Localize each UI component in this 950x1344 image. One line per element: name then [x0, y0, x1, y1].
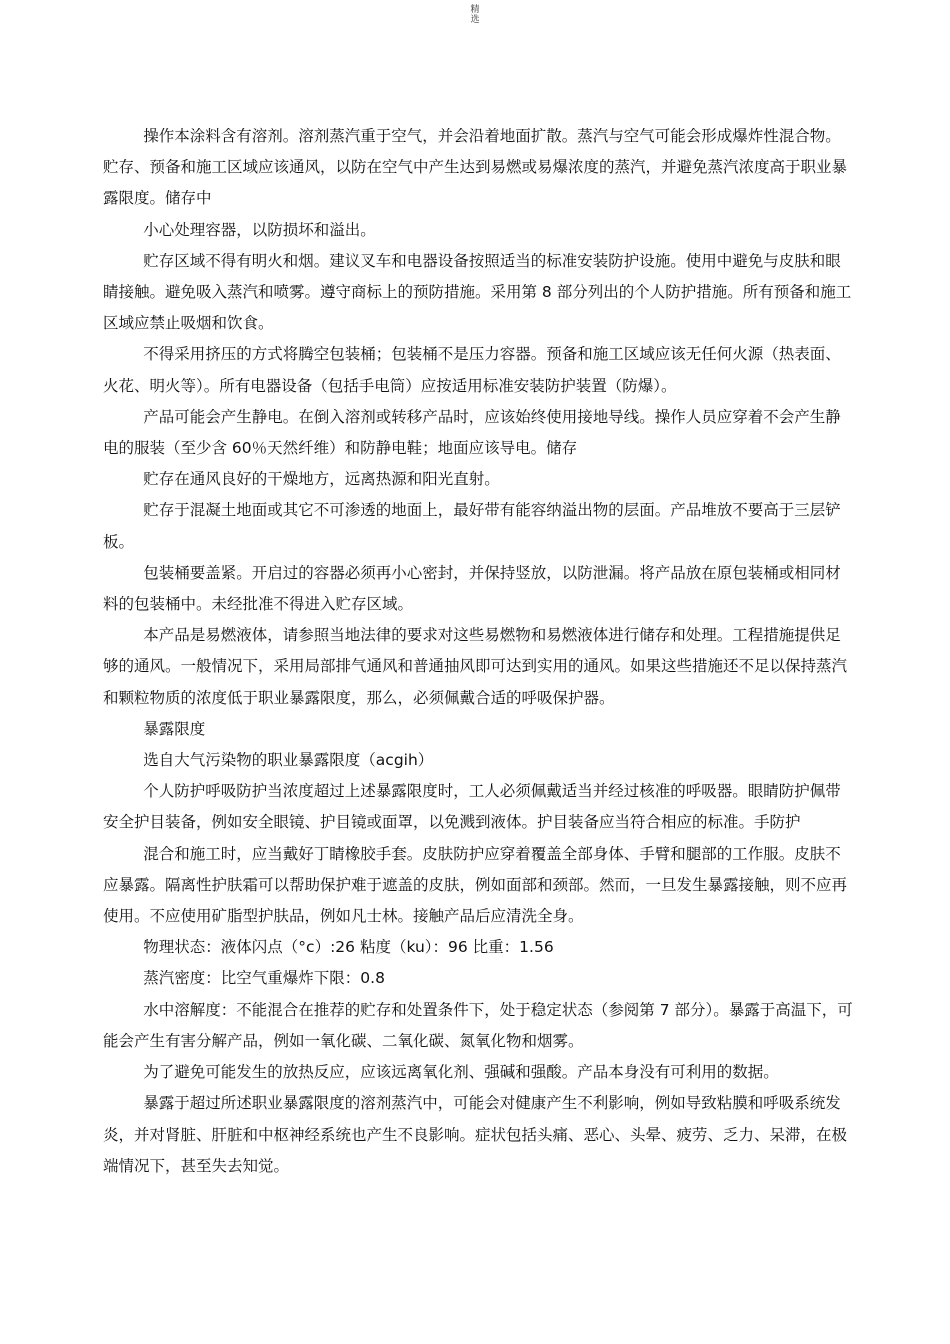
- paragraph: 暴露于超过所述职业暴露限度的溶剂蒸汽中，可能会对健康产生不利影响，例如导致粘膜和呼吸系统发炎，并对肾脏、肝脏和中枢神经系统也产生不良影响。症状包括头痛、恶心、头晕、疲劳、乏力、呆滞，在极端情况下，甚至失去知觉。: [103, 1094, 848, 1175]
- section-heading: 暴露限度: [143, 719, 206, 738]
- paragraph: 贮存区域不得有明火和烟。建议叉车和电器设备按照适当的标准安装防护设施。使用中避免与皮肤和眼睛接触。避免吸入蒸汽和喷雾。遵守商标上的预防措施。采用第 8 部分列出的个人防护措施。所有预备和施工区域应禁止吸烟和饮食。: [103, 251, 852, 333]
- paragraph: 个人防护呼吸防护当浓度超过上述暴露限度时，工人必须佩戴适当并经过核准的呼吸器。眼睛防护佩带安全护目装备，例如安全眼镜、护目镜或面罩，以免溅到液体。护目装备应当符合相应的标准。手防护: [103, 782, 841, 832]
- header-line-2: 选: [470, 15, 480, 25]
- paragraph: 本产品是易燃液体，请参照当地法律的要求对这些易燃物和易燃液体进行储存和处理。工程措施提供足够的通风。一般情况下，采用局部排气通风和普通抽风即可达到实用的通风。如果这些措施还不足以保持蒸汽和颗粒物质的浓度低于职业暴露限度，那么，必须佩戴合适的呼吸保护器。: [103, 626, 848, 707]
- paragraph: 操作本涂料含有溶剂。溶剂蒸汽重于空气，并会沿着地面扩散。蒸汽与空气可能会形成爆炸性混合物。贮存、预备和施工区域应该通风，以防在空气中产生达到易燃或易爆浓度的蒸汽，并避免蒸汽浓度高于职业暴露限度。储存中: [103, 127, 848, 208]
- paragraph: 物理状态：液体闪点（°c）:26 粘度（ku）：96 比重：1.56: [143, 938, 554, 957]
- paragraph: 水中溶解度：不能混合在推荐的贮存和处置条件下，处于稳定状态（参阅第 7 部分）。暴露于高温下，可能会产生有害分解产品，例如一氧化碳、二氧化碳、氮氧化物和烟雾。: [103, 1000, 853, 1050]
- document-body: [103, 121, 853, 1182]
- page-header: [0, 5, 950, 25]
- paragraph: 包装桶要盖紧。开启过的容器必须再小心密封，并保持竖放，以防泄漏。将产品放在原包装桶或相同材料的包装桶中。未经批准不得进入贮存区域。: [103, 563, 841, 614]
- paragraph: 蒸汽密度：比空气重爆炸下限：0.8: [143, 969, 385, 988]
- paragraph: 产品可能会产生静电。在倒入溶剂或转移产品时，应该始终使用接地导线。操作人员应穿着不会产生静电的服装（至少含 60％天然纤维）和防静电鞋；地面应该导电。储存: [103, 407, 841, 458]
- paragraph: 小心处理容器，以防损坏和溢出。: [143, 220, 376, 239]
- paragraph: 选自大气污染物的职业暴露限度（acgih）: [143, 751, 434, 770]
- paragraph: 贮存在通风良好的干燥地方，远离热源和阳光直射。: [143, 470, 500, 489]
- header-line-1: 精: [470, 5, 480, 15]
- paragraph: 混合和施工时，应当戴好丁睛橡胶手套。皮肤防护应穿着覆盖全部身体、手臂和腿部的工作服。皮肤不应暴露。隔离性护肤霜可以帮助保护难于遮盖的皮肤，例如面部和颈部。然而，一旦发生暴露接触，则不应再使用。不应使用矿脂型护肤品，例如凡士林。接触产品后应清洗全身。: [103, 844, 848, 926]
- paragraph: 为了避免可能发生的放热反应，应该远离氧化剂、强碱和强酸。产品本身没有可利用的数据。: [143, 1063, 779, 1082]
- paragraph: 不得采用挤压的方式将腾空包装桶；包装桶不是压力容器。预备和施工区域应该无任何火源（热表面、火花、明火等）。所有电器设备（包括手电筒）应按适用标准安装防护装置（防爆）。: [103, 345, 841, 395]
- paragraph: 贮存于混凝土地面或其它不可渗透的地面上，最好带有能容纳溢出物的层面。产品堆放不要高于三层铲板。: [103, 501, 841, 551]
